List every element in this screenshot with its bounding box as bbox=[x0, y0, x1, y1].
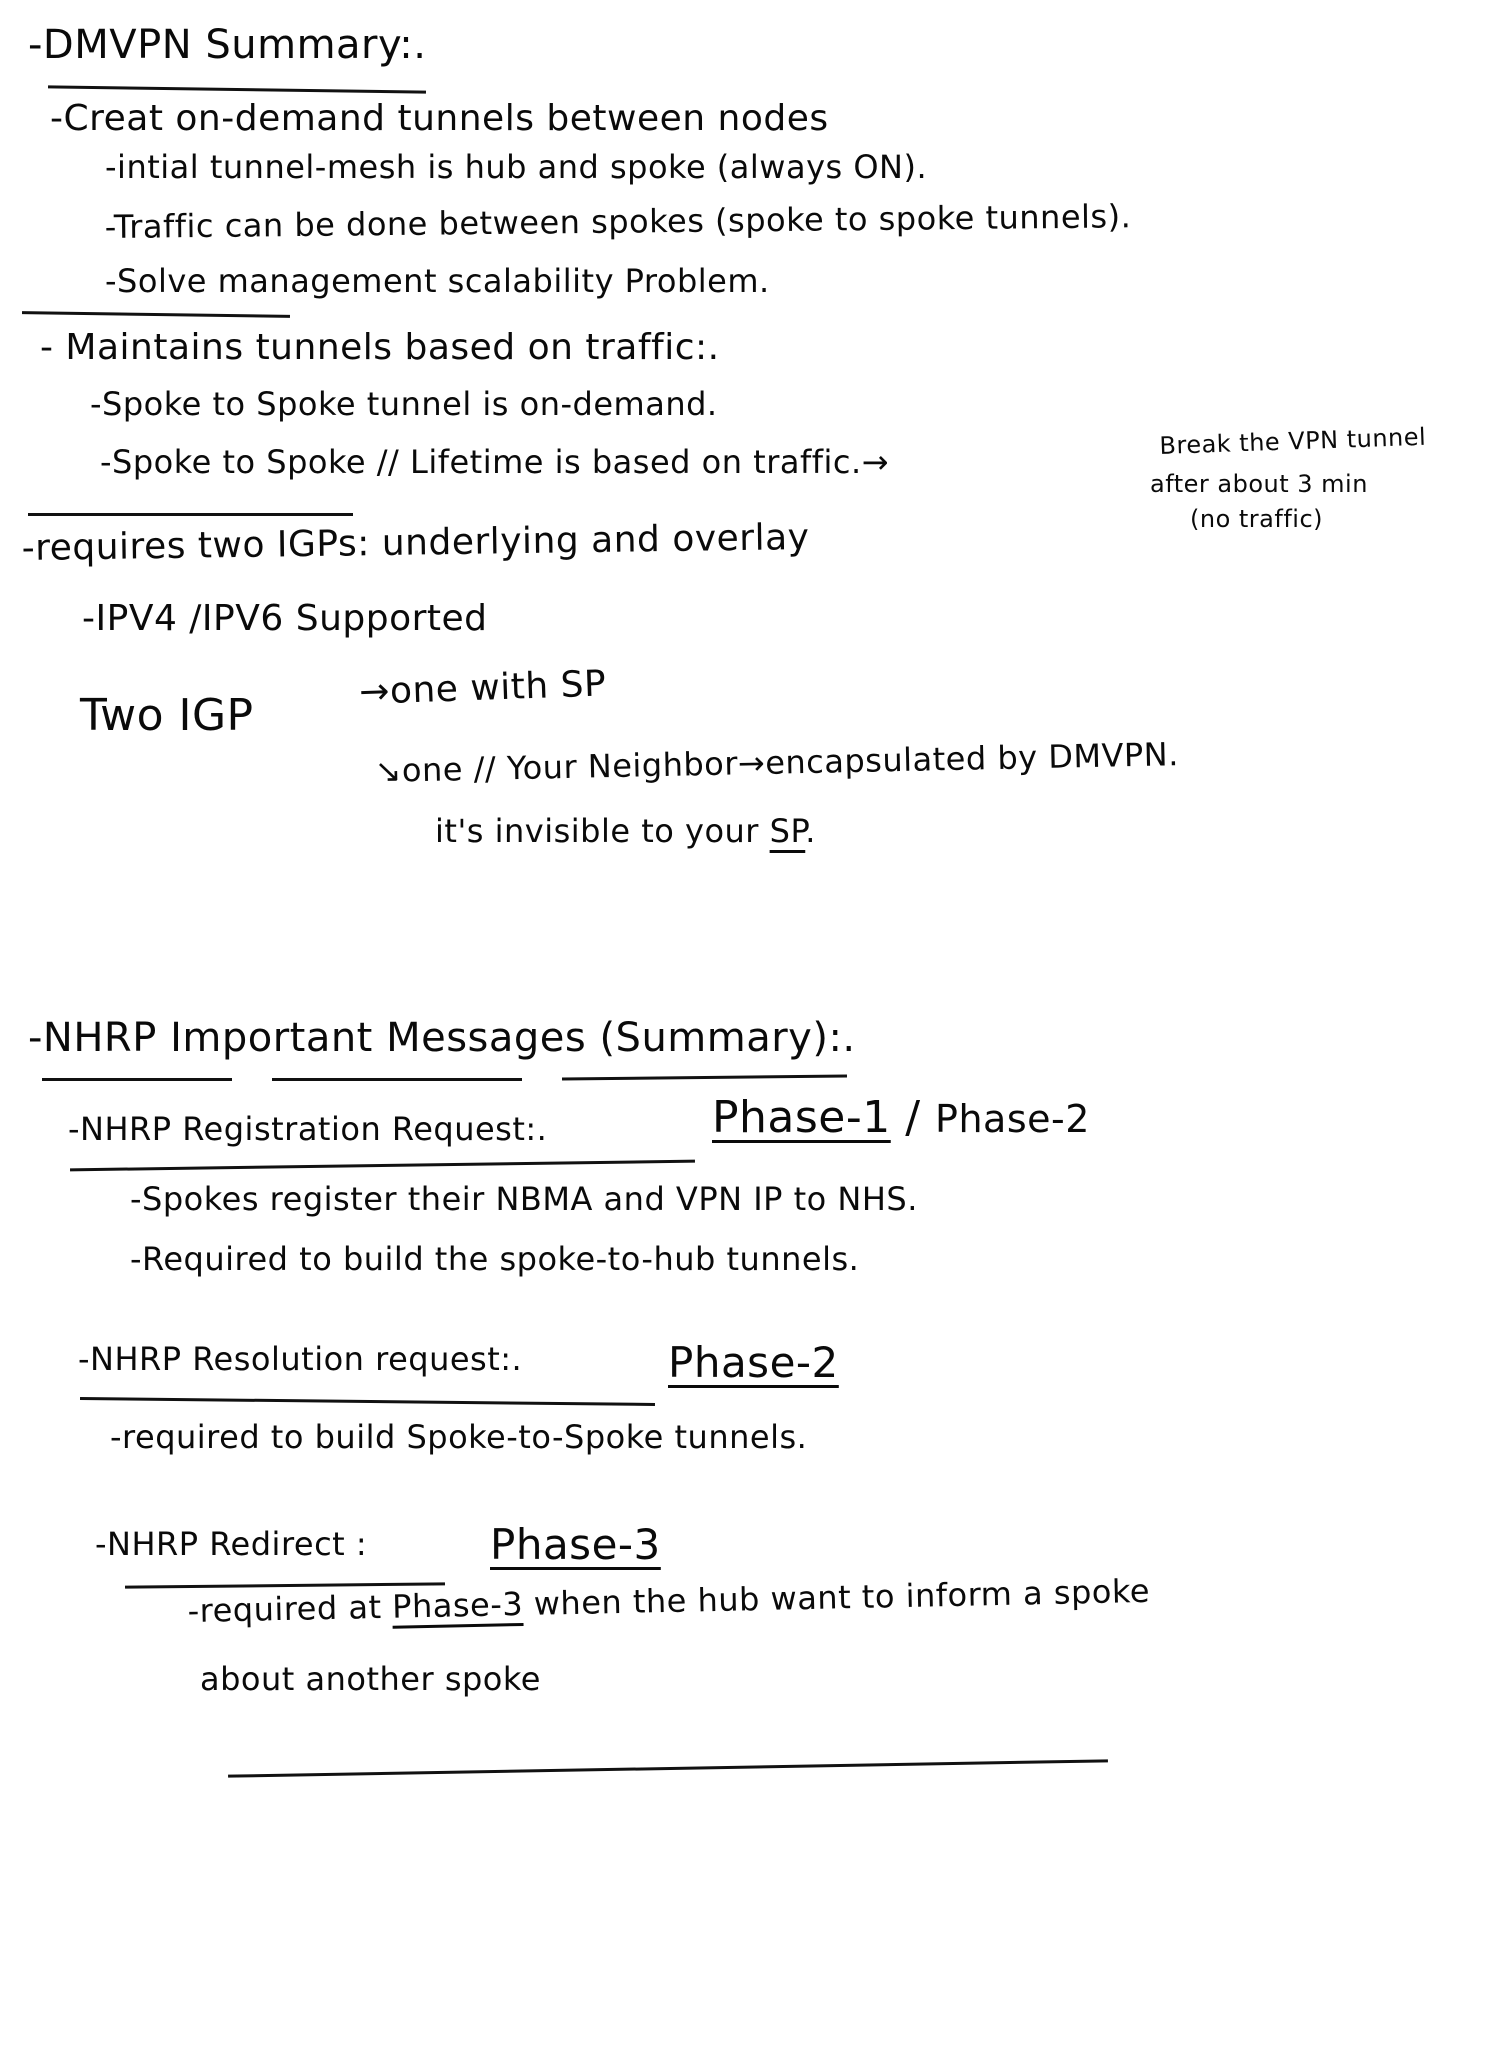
bullet-requires-two-igps: -requires two IGPs: underlying and overlay bbox=[21, 517, 810, 569]
message-redirect: -NHRP Redirect : bbox=[95, 1525, 368, 1563]
redirect-phase-3 bbox=[490, 1520, 661, 1569]
title-underline bbox=[272, 1078, 522, 1081]
igp-branch-with-sp: →one with SP bbox=[358, 663, 607, 713]
resolution-phase-2 bbox=[668, 1338, 839, 1387]
igp-invisible-prefix: it's invisible to your bbox=[435, 812, 770, 850]
section-divider bbox=[22, 311, 290, 318]
annotation-no-traffic: (no traffic) bbox=[1190, 505, 1323, 533]
detail-required-phase-3 bbox=[187, 1572, 1150, 1630]
bullet-maintains-tunnels: - Maintains tunnels based on traffic:. bbox=[40, 327, 720, 368]
closing-rule bbox=[228, 1759, 1108, 1777]
subbullet-traffic-between-spokes: -Traffic can be done between spokes (spoke to spoke tunnels). bbox=[104, 197, 1132, 246]
annotation-break-tunnel: Break the VPN tunnel bbox=[1159, 422, 1427, 460]
title-underline bbox=[562, 1075, 847, 1081]
section-title-dmvpn-summary: -DMVPN Summary:. bbox=[28, 22, 427, 68]
detail-prefix: -required at bbox=[187, 1587, 393, 1630]
registration-phase-1 bbox=[712, 1092, 1090, 1143]
detail-suffix: when the hub want to inform a spoke bbox=[522, 1571, 1151, 1623]
igp-label: Two IGP bbox=[80, 690, 254, 741]
phase-2-label: Phase-2 bbox=[935, 1097, 1090, 1141]
subbullet-ipv4-ipv6: -IPV4 /IPV6 Supported bbox=[82, 598, 488, 639]
phase-3-label: Phase-3 bbox=[490, 1520, 661, 1569]
subbullet-solve-scalability: -Solve management scalability Problem. bbox=[105, 262, 770, 300]
igp-invisible-sp: SP bbox=[769, 812, 806, 850]
igp-invisible-suffix: . bbox=[805, 812, 816, 850]
phase-2-label: Phase-2 bbox=[668, 1338, 839, 1387]
subbullet-spoke-on-demand: -Spoke to Spoke tunnel is on-demand. bbox=[90, 385, 718, 423]
detail-phase-3: Phase-3 bbox=[391, 1584, 524, 1626]
section-title-nhrp-messages: -NHRP Important Messages (Summary):. bbox=[28, 1015, 856, 1061]
title-underline bbox=[42, 1078, 232, 1081]
igp-invisible-to-sp bbox=[435, 812, 816, 850]
detail-spoke-to-hub: -Required to build the spoke-to-hub tunnels. bbox=[130, 1240, 860, 1278]
phase-1-label: Phase-1 bbox=[712, 1092, 891, 1143]
message-underline bbox=[70, 1160, 695, 1172]
title-underline bbox=[48, 85, 426, 93]
subbullet-initial-mesh: -intial tunnel-mesh is hub and spoke (always ON). bbox=[105, 148, 928, 186]
subbullet-spoke-lifetime: -Spoke to Spoke // Lifetime is based on traffic.→ bbox=[100, 443, 889, 481]
message-underline bbox=[80, 1397, 655, 1406]
igp-branch-neighbor: ↘one // Your Neighbor→encapsulated by DMVPN. bbox=[374, 735, 1180, 790]
detail-about-another-spoke: about another spoke bbox=[200, 1660, 541, 1698]
section-divider bbox=[28, 513, 353, 516]
message-registration-request: -NHRP Registration Request:. bbox=[68, 1110, 548, 1148]
annotation-after-3-min: after about 3 min bbox=[1150, 470, 1368, 498]
detail-spoke-to-spoke: -required to build Spoke-to-Spoke tunnels. bbox=[110, 1418, 808, 1456]
message-resolution-request: -NHRP Resolution request:. bbox=[78, 1340, 523, 1378]
phase-separator: / bbox=[890, 1092, 936, 1143]
bullet-create-on-demand: -Creat on-demand tunnels between nodes bbox=[50, 98, 829, 139]
detail-spokes-register: -Spokes register their NBMA and VPN IP to NHS. bbox=[130, 1180, 918, 1218]
